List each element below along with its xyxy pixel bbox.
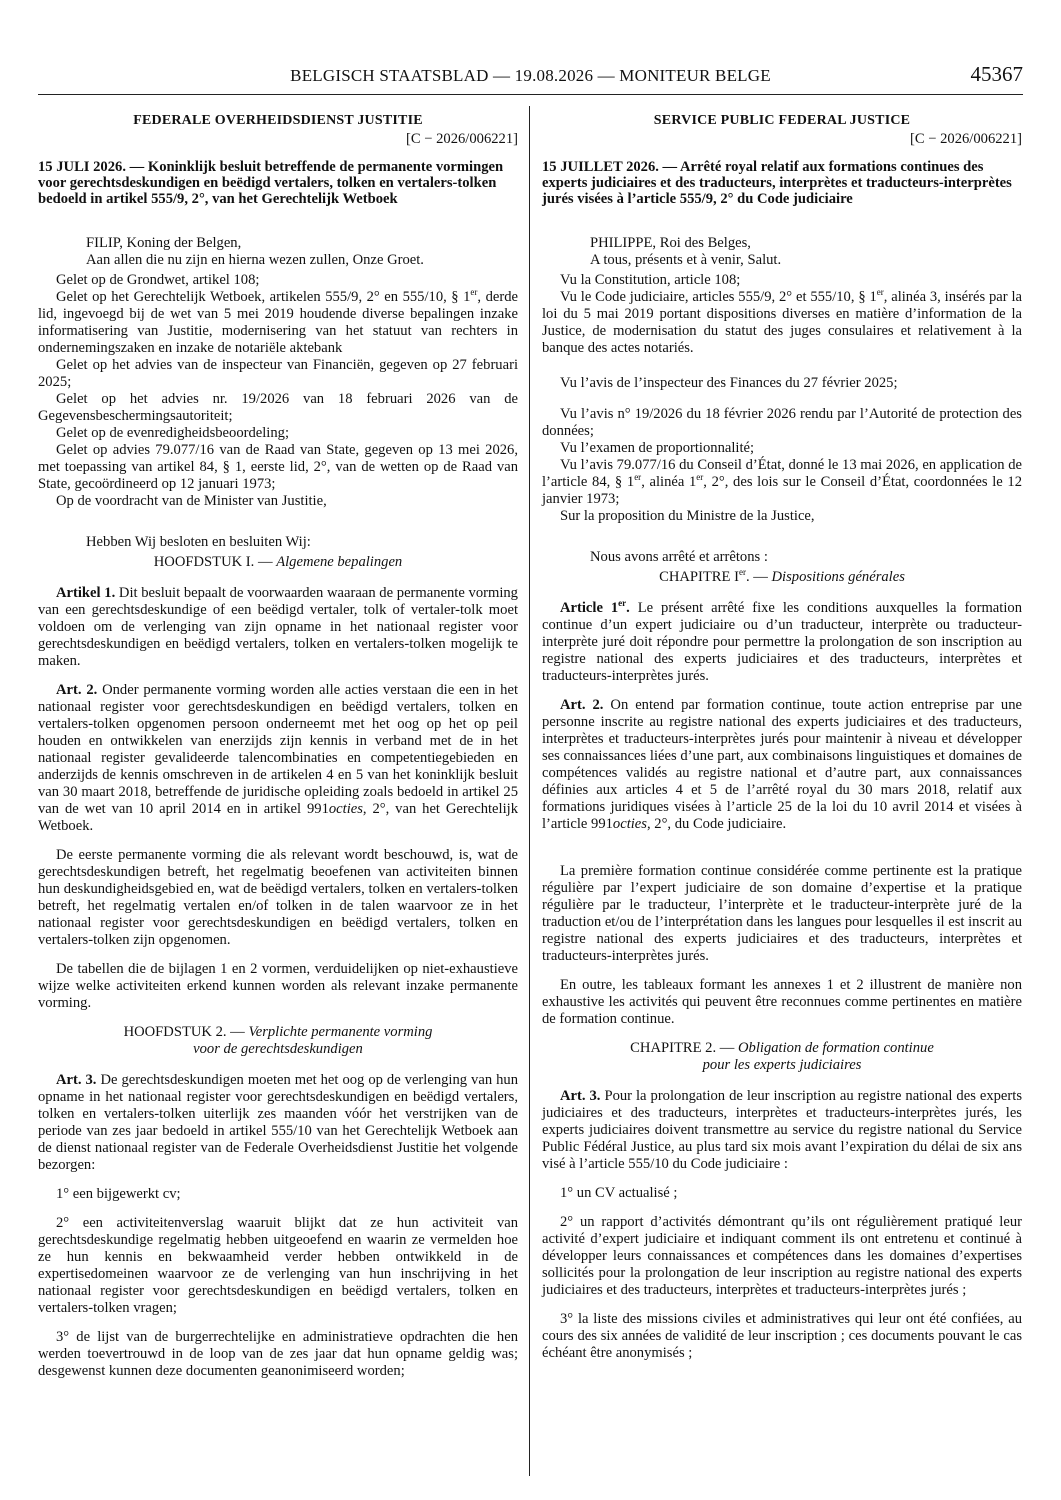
chapter-heading: CHAPITRE 2. — Obligation de formation continue pour les experts judiciaires — [630, 1040, 934, 1073]
article-1: Article 1er. Le présent arrêté fixe les conditions auxquelles la formation continue d’un expert judiciaire ou d’un traducteur, interprète ou traducteur-interprète juré doit répondre pour permettre la prolongation de son inscription au registre national des experts judiciaires et des traducteurs, interprètes et traducteurs-interprètes jurés. — [542, 598, 1022, 684]
article-2: Art. 2. Onder permanente vorming worden alle acties verstaan die een in het nationaal register voor gerechtsdeskundigen en beëdigd vertalers, tolken en vertalers-tolken opgenomen persoon onderneemt met het oog op het op peil houden en ontwikkelen van enerzijds zijn kennis in verband met de in het nationaal register gevalideerde talencombinaties en competentiegebieden en anderzijds de kennis omschreven in de artikelen 4 en 5 van het koninklijk besluit van 30 maart 2018, betreffende de juridische opleiding zoals bedoeld in artikel 25 van de wet van 10 april 2014 en in artikel 991octies, 2°, van het Gerechtelijk Wetboek. — [38, 682, 518, 834]
list-item: 1° een bijgewerkt cv; — [56, 1186, 181, 1202]
service-name: SERVICE PUBLIC FEDERAL JUSTICE — [653, 113, 911, 128]
preamble-item: Vu l’avis 79.077/16 du Conseil d’État, donné le 13 mai 2026, en application de l’article 84, § 1er, alinéa 1er, 2°, des lois sur le Conseil d’État, coordonnées le 12 janvier 1973; — [542, 457, 1022, 507]
chapter-heading: HOOFDSTUK 2. — Verplichte permanente vorming voor de gerechtsdeskundigen — [123, 1024, 433, 1057]
list-item: 3° la liste des missions civiles et administratives qui leur ont été confiées, au cours des six années de validité de leur inscription ; ces documents pouvant le cas échéant être anonymisés ; — [542, 1311, 1022, 1361]
preamble-item: Gelet op de evenredigheidsbeoordeling; — [56, 425, 290, 441]
article-1: Artikel 1. Dit besluit bepaalt de voorwaarden waaraan de permanente vorming van een gerechtsdeskundige of een beëdigd vertaler, tolk of vertaler-tolk moet voldoen om de verlenging van zijn opname in het nationaal register voor gerechtsdeskundigen en beëdigd vertalers, tolken en vertalers-tolken mogelijk te maken. — [38, 585, 518, 669]
decision-formula: Hebben Wij besloten en besluiten Wij: — [86, 534, 311, 550]
gazette-title: BELGISCH STAATSBLAD — 19.08.2026 — MONITEUR BELGE — [290, 66, 771, 85]
article-2: Art. 2. On entend par formation continue, toute action entreprise par une personne inscrite au registre national des experts judiciaires et des traducteurs, interprètes et traducteurs-interprètes jurés pour maintenir à niveau et développer ses connaissances liées d’une part, aux combinaisons linguistiques et domaines de compétences validés au registre national et d’autre part, aux connaissances définies aux articles 4 et 5 de l’arrêté royal du 30 mars 2018, relatif aux formations juridiques visées à l’article 25 de la loi du 10 avril 2014 et visées à l’article 991octies, 2°, du Code judiciaire. — [542, 697, 1022, 832]
french-column — [542, 112, 1022, 1374]
preamble-item: Gelet op de Grondwet, artikel 108; — [56, 272, 260, 288]
dutch-column — [38, 112, 518, 1392]
list-item: 2° un rapport d’activités démontrant qu’ils ont régulièrement pratiqué leur activité d’expert judiciaire et indiquant comment ils ont entretenu et continué à développer leurs connaissances et compétences dans les domaines d’expertises sollicités pour la prolongation de leur inscription au registre national des experts judiciaires et des traducteurs, interprètes et traducteurs-interprètes jurés ; — [542, 1214, 1022, 1298]
reference-number: [C − 2026/006221] — [405, 131, 518, 147]
preamble-item: Vu le Code judiciaire, articles 555/9, 2° et 555/10, § 1er, alinéa 3, insérés par la loi du 5 mai 2019 portant dispositions diverses en matière d’information de la Justice, de modernisation du statut des juges consulaires et relativement à la banque des actes notariés. — [542, 287, 1022, 356]
act-title: 15 JULI 2026. — Koninklijk besluit betreffende de permanente vormingen voor gerechtsdeskundigen en beëdigd vertalers, tolken en vertalers-tolken bedoeld in artikel 555/9, 2°, van het Gerechtelijk Wetboek — [38, 159, 504, 207]
paragraph: En outre, les tableaux formant les annexes 1 et 2 illustrent de manière non exhaustive les activités qui peuvent être reconnues comme pertinentes en matière de formation continue. — [542, 977, 1022, 1027]
page-number: 45367 — [970, 62, 1023, 86]
preamble-item: Vu l’avis de l’inspecteur des Finances du 27 février 2025; — [560, 375, 898, 391]
list-item: 2° een activiteitenverslag waaruit blijkt dat ze hun activiteit van gerechtsdeskundige regelmatig hebben uitgeoefend en waarin ze vermelden hoe ze hun kennis en bekwaamheid verder hebben ontwikkeld in de expertisedomeinen waarvoor ze de verlenging van hun inschrijving in het nationaal register voor gerechtsdeskundigen en beëdigd vertalers, tolken en vertalers-tolken vragen; — [38, 1215, 518, 1316]
page-header — [38, 62, 1023, 95]
act-title: 15 JUILLET 2026. — Arrêté royal relatif aux formations continues des experts judiciaires et des traducteurs, interprètes et traducteurs-interprètes jurés visées à l’article 555/9, 2° du Code judiciaire — [542, 159, 1012, 207]
preamble-item: Gelet op advies 79.077/16 van de Raad van State, gegeven op 13 mei 2026, met toepassing van artikel 84, § 1, eerste lid, 2°, van de wetten op de Raad van State, gecoördineerd op 12 januari 1973; — [38, 442, 518, 492]
preamble-item: Vu l’examen de proportionnalité; — [560, 440, 755, 456]
reference-number: [C − 2026/006221] — [909, 131, 1022, 147]
paragraph: La première formation continue considérée comme pertinente est la pratique régulière par l’expert judiciaire de son domaine d’expertise et la pratique régulière par le traducteur, l’interprète et le traducteur-interprète juré de la traduction et/ou de l’interprétation dans les langues pour lesquelles il est inscrit au registre national des experts judiciaires et des traducteurs, interprètes et traducteurs-interprètes jurés. — [542, 863, 1022, 964]
paragraph: De tabellen die de bijlagen 1 en 2 vormen, verduidelijken op niet-exhaustieve wijze welke activiteiten erkend kunnen worden als relevant inzake permanente vorming. — [38, 961, 518, 1011]
decision-formula: Nous avons arrêté et arrêtons : — [590, 549, 768, 565]
article-3: Art. 3. De gerechtsdeskundigen moeten met het oog op de verlenging van hun opname in het nationaal register voor gerechtsdeskundigen en beëdigd vertalers, tolken en vertalers-tolken uiterlijk zes maanden vóór het verstrijken van de periode van zes jaar bedoeld in artikel 555/10 van het Gerechtelijk Wetboek aan de dienst nationaal register van de Federale Overheidsdienst Justitie het volgende bezorgen: — [38, 1072, 518, 1173]
preamble-item: Sur la proposition du Ministre de la Justice, — [560, 508, 815, 524]
greeting-line: A tous, présents et à venir, Salut. — [590, 252, 782, 268]
preamble-item: Gelet op het advies van de inspecteur van Financiën, gegeven op 27 februari 2025; — [38, 357, 518, 390]
list-item: 1° un CV actualisé ; — [560, 1185, 678, 1201]
column-divider — [529, 106, 530, 1476]
chapter-heading: CHAPITRE Ier. — Dispositions générales — [659, 567, 905, 585]
paragraph: De eerste permanente vorming die als relevant wordt beschouwd, is, wat de gerechtsdeskundigen betreft, het regelmatig beoefenen van activiteiten binnen hun deskundigheidsgebied en, wat de beëdigd vertalers, tolken en vertalers-tolken betreft, het regelmatig vertalen en/of tolken in de talen waarvoor ze in het nationaal register voor gerechtsdeskundigen en beëdigd vertalers, tolken en vertalers-tolken zijn opgenomen. — [38, 847, 518, 948]
preamble-item: Vu l’avis n° 19/2026 du 18 février 2026 rendu par l’Autorité de protection des données; — [542, 406, 1022, 439]
king-line: FILIP, Koning der Belgen, — [86, 235, 242, 251]
article-3: Art. 3. Pour la prolongation de leur inscription au registre national des experts judiciaires et des traducteurs, interprètes et traducteurs-interprètes jurés, les experts judiciaires doivent transmettre au service du registre national du Service Public Fédéral Justice, au plus tard six mois avant l’expiration du délai de six ans visé à l’article 555/10 du Code judiciaire : — [542, 1088, 1023, 1172]
chapter-heading: HOOFDSTUK I. — Algemene bepalingen — [153, 554, 403, 570]
preamble-item: Vu la Constitution, article 108; — [560, 272, 741, 288]
list-item: 3° de lijst van de burgerrechtelijke en administratieve opdrachten die hen werden toevertrouwd in de loop van de zes jaar dat hun opname geldig was; desgewenst kunnen deze documenten geanonimiseerd worden; — [38, 1329, 518, 1379]
greeting-line: Aan allen die nu zijn en hierna wezen zullen, Onze Groet. — [86, 252, 424, 268]
preamble-item: Gelet op het Gerechtelijk Wetboek, artikelen 555/9, 2° en 555/10, § 1er, derde lid, ingevoegd bij de wet van 5 mei 2019 houdende diverse bepalingen inzake informatisering van Justitie, modernisering van het statuut van rechters in ondernemingszaken en inzake de notariële aktebank — [38, 287, 518, 356]
service-name: FEDERALE OVERHEIDSDIENST JUSTITIE — [133, 113, 423, 128]
king-line: PHILIPPE, Roi des Belges, — [590, 235, 751, 251]
preamble-item: Op de voordracht van de Minister van Justitie, — [56, 493, 327, 509]
preamble-item: Gelet op het advies nr. 19/2026 van 18 februari 2026 van de Gegevensbeschermingsautoriteit; — [38, 391, 518, 424]
